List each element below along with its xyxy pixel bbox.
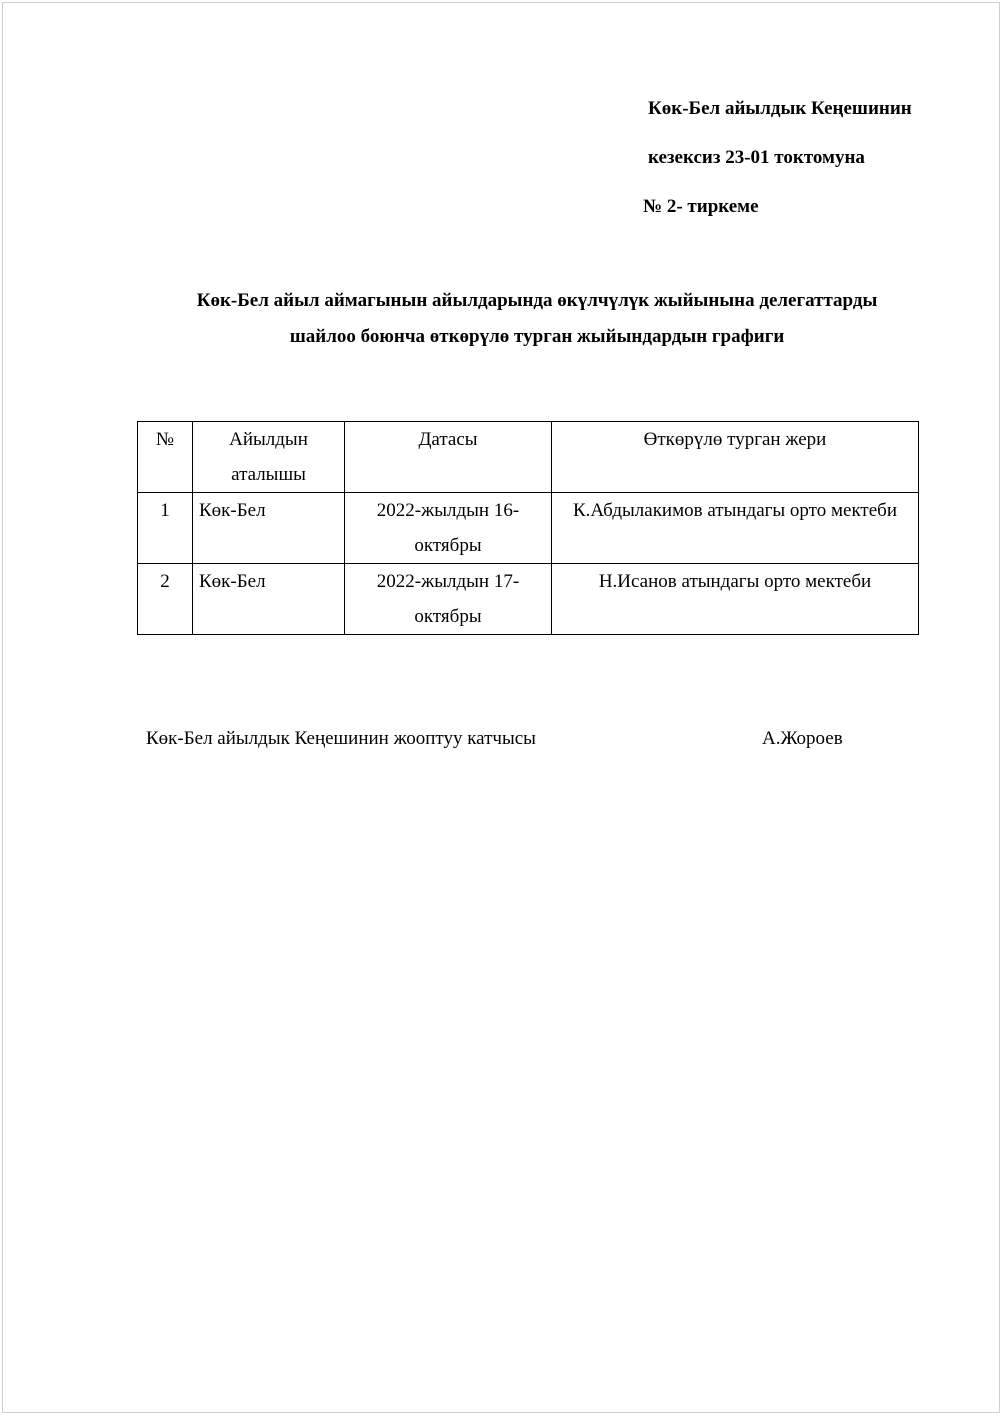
header-line-appendix: № 2- тиркеме bbox=[643, 196, 759, 217]
signature-position: Көк-Бел айылдык Кеңешинин жооптуу катчысы bbox=[146, 728, 536, 749]
header-date: Датасы bbox=[345, 422, 552, 493]
row-date-line1: 2022-жылдын 16- bbox=[376, 500, 520, 521]
row-date-line1: 2022-жылдын 17- bbox=[376, 571, 520, 592]
table-row bbox=[138, 564, 919, 635]
signature-name: А.Жороев bbox=[762, 728, 843, 749]
header-num: № bbox=[138, 422, 193, 493]
row-date-line2: октябры bbox=[414, 606, 482, 627]
row-village: Көк-Бел bbox=[193, 493, 345, 564]
schedule-table bbox=[137, 421, 919, 635]
document-page bbox=[2, 2, 1000, 1413]
header-village bbox=[193, 422, 345, 493]
header-line-council: Көк-Бел айылдык Кеңешинин bbox=[648, 98, 912, 119]
row-num: 1 bbox=[138, 493, 193, 564]
header-village-line2: аталышы bbox=[231, 464, 306, 485]
row-place: Н.Исанов атындагы орто мектеби bbox=[552, 564, 919, 635]
row-village: Көк-Бел bbox=[193, 564, 345, 635]
header-line-resolution: кезексиз 23-01 токтомуна bbox=[648, 147, 865, 168]
row-date bbox=[345, 564, 552, 635]
table-header-row bbox=[138, 422, 919, 493]
table-row bbox=[138, 493, 919, 564]
row-place: К.Абдылакимов атындагы орто мектеби bbox=[552, 493, 919, 564]
document-title-line1: Көк-Бел айыл аймагынын айылдарында өкүлчүлүк жыйынына делегаттарды bbox=[196, 290, 878, 311]
header-village-line1: Айылдын bbox=[229, 429, 308, 450]
header-place: Өткөрүлө турган жери bbox=[552, 422, 919, 493]
document-title-line2: шайлоо боюнча өткөрүлө турган жыйындардын графиги bbox=[289, 326, 785, 347]
row-num: 2 bbox=[138, 564, 193, 635]
row-date bbox=[345, 493, 552, 564]
row-date-line2: октябры bbox=[414, 535, 482, 556]
